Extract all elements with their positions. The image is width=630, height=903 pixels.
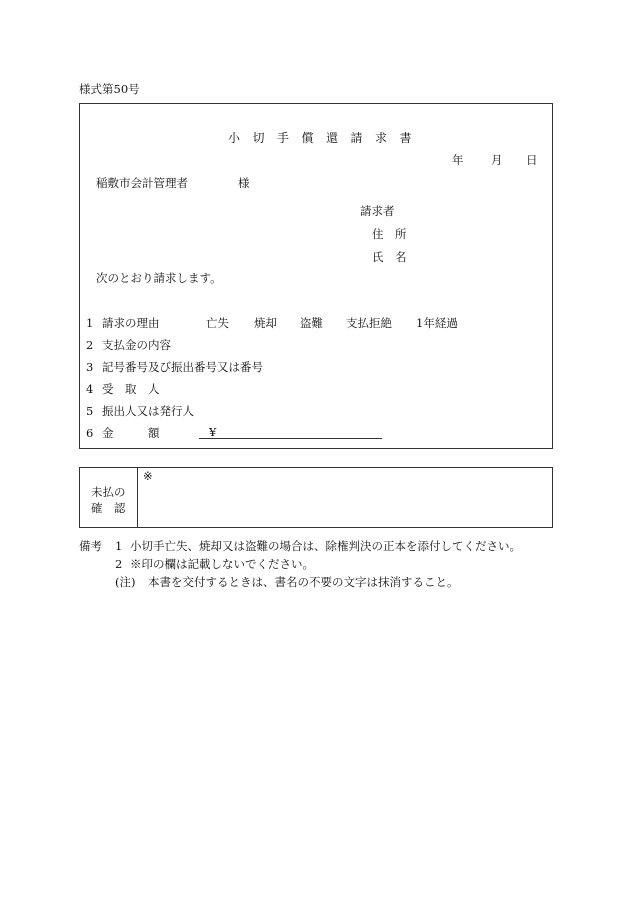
intro-text: 次のとおり請求します。 (96, 271, 222, 285)
item-1-num: 1 (86, 316, 94, 330)
item-3-num: 3 (86, 360, 94, 374)
yen-symbol: ¥ (209, 425, 217, 439)
date-year: 年 (452, 153, 464, 167)
confirm-label-line1: 未払の (91, 485, 126, 499)
item-4-num: 4 (86, 382, 94, 396)
date-day: 日 (526, 153, 538, 167)
confirm-mark: ※ (143, 469, 153, 483)
item-6-num: 6 (86, 426, 94, 440)
confirm-label-line2: 確 認 (91, 501, 126, 515)
notes-label: 備考 (79, 539, 102, 553)
note-2-num: 2 (115, 557, 123, 571)
note-1-text: 小切手亡失、焼却又は盗難の場合は、除権判決の正本を添付してください。 (130, 539, 521, 553)
note-1-num: 1 (115, 539, 123, 553)
item-2-num: 2 (86, 338, 94, 352)
note-3-label: (注) (115, 575, 136, 589)
form-title: 小切手償還請求書 (228, 131, 425, 145)
item-5-num: 5 (86, 404, 94, 418)
reason-burned: 焼却 (254, 316, 277, 330)
item-2-label: 支払金の内容 (102, 338, 171, 352)
addressee-suffix: 様 (238, 176, 250, 190)
date-month: 月 (491, 153, 503, 167)
confirm-divider (137, 467, 138, 528)
addressee: 稲敷市会計管理者 (96, 176, 188, 190)
note-2-text: ※印の欄は記載しないでください。 (130, 557, 314, 571)
amount-underline (199, 438, 382, 439)
form-number: 様式第50号 (79, 82, 140, 96)
reason-one-year: 1年経過 (416, 316, 458, 330)
reason-refused: 支払拒絶 (346, 316, 392, 330)
item-6-label: 金 額 (102, 426, 160, 440)
item-4-label: 受 取 人 (102, 382, 160, 396)
claimant-label: 請求者 (360, 204, 395, 218)
reason-lost: 亡失 (206, 316, 229, 330)
claimant-name: 氏 名 (372, 250, 407, 264)
item-3-label: 記号番号及び振出番号又は番号 (102, 360, 263, 374)
reason-stolen: 盗難 (300, 316, 323, 330)
claimant-address: 住 所 (372, 227, 407, 241)
note-3-text: 本書を交付するときは、書名の不要の文字は抹消すること。 (148, 575, 459, 589)
item-1-label: 請求の理由 (102, 316, 160, 330)
item-5-label: 振出人又は発行人 (102, 404, 194, 418)
